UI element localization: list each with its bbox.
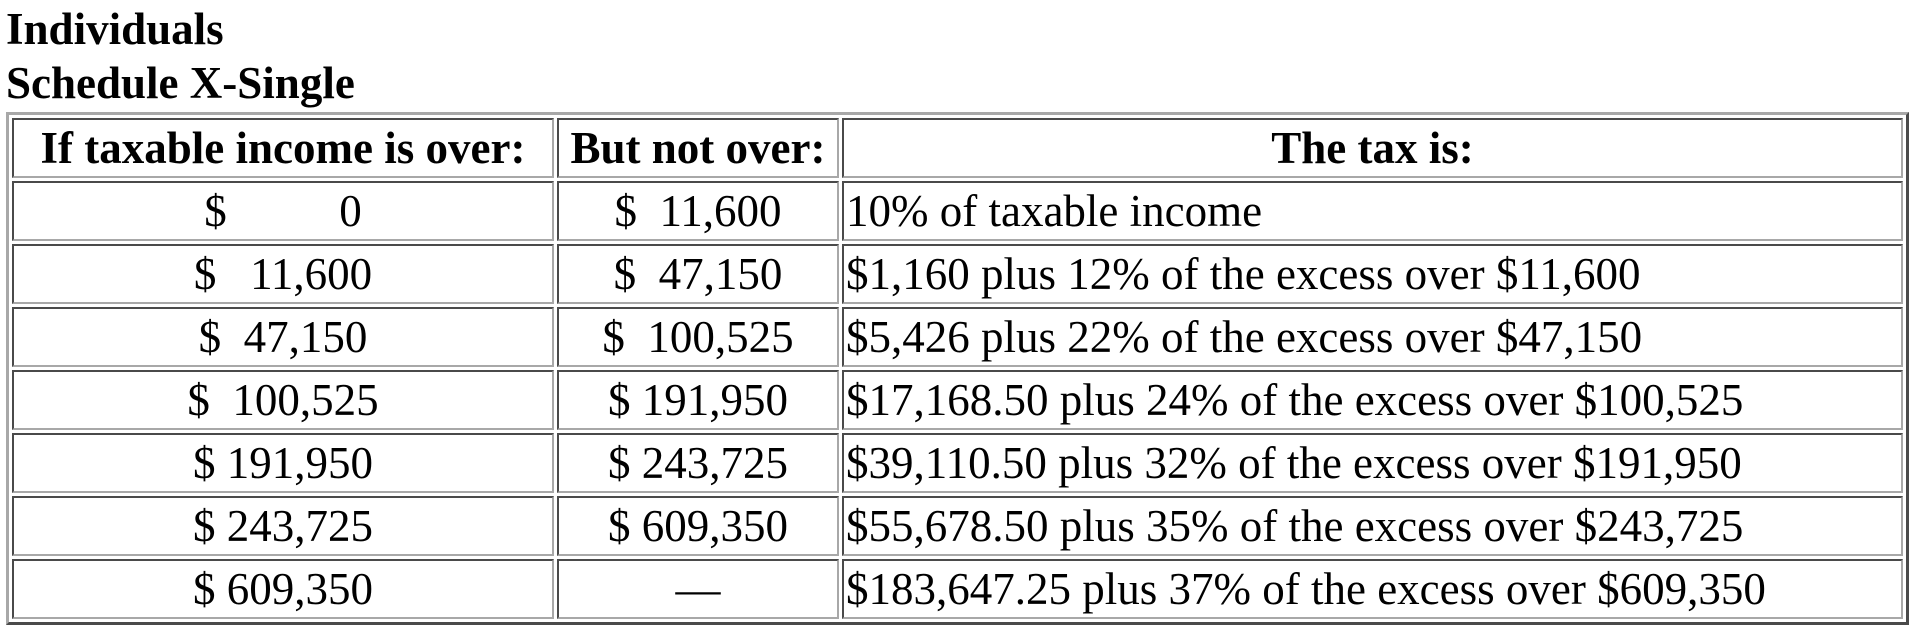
amount: $ 47,150	[613, 249, 783, 299]
amount: $ 47,150	[198, 312, 368, 362]
cell-not-over	[557, 559, 839, 619]
amount: $ 100,525	[187, 375, 379, 425]
cell-income-over	[12, 307, 554, 367]
cell-income-over	[12, 433, 554, 493]
amount: —	[675, 564, 721, 614]
amount: $ 0	[204, 186, 362, 236]
table-row	[12, 307, 1903, 367]
amount: $ 609,350	[193, 564, 373, 614]
table-header-row	[12, 118, 1903, 178]
cell-income-over	[12, 496, 554, 556]
cell-not-over	[557, 496, 839, 556]
heading-schedule: Schedule X-Single	[6, 58, 355, 108]
cell-tax: $39,110.50 plus 32% of the excess over $191,950	[842, 433, 1903, 493]
cell-tax: $1,160 plus 12% of the excess over $11,600	[842, 244, 1903, 304]
header-not-over: But not over:	[557, 118, 839, 178]
cell-not-over	[557, 181, 839, 241]
cell-not-over	[557, 307, 839, 367]
amount: $ 11,600	[614, 186, 782, 236]
tax-schedule-table	[6, 112, 1909, 625]
cell-income-over	[12, 370, 554, 430]
amount: $ 243,725	[193, 501, 373, 551]
cell-tax: $17,168.50 plus 24% of the excess over $100,525	[842, 370, 1903, 430]
table-row	[12, 370, 1903, 430]
cell-income-over	[12, 559, 554, 619]
header-income-over: If taxable income is over:	[12, 118, 554, 178]
cell-tax: $183,647.25 plus 37% of the excess over $609,350	[842, 559, 1903, 619]
cell-not-over	[557, 433, 839, 493]
table-row	[12, 496, 1903, 556]
amount: $ 100,525	[602, 312, 794, 362]
table-row	[12, 433, 1903, 493]
amount: $ 191,950	[193, 438, 373, 488]
cell-income-over	[12, 244, 554, 304]
table-row	[12, 244, 1903, 304]
cell-income-over	[12, 181, 554, 241]
table-row	[12, 559, 1903, 619]
table-row	[12, 181, 1903, 241]
cell-tax: $55,678.50 plus 35% of the excess over $243,725	[842, 496, 1903, 556]
cell-not-over	[557, 370, 839, 430]
heading-individuals: Individuals	[6, 4, 224, 54]
header-tax-is: The tax is:	[842, 118, 1903, 178]
cell-tax: 10% of taxable income	[842, 181, 1903, 241]
cell-not-over	[557, 244, 839, 304]
amount: $ 11,600	[193, 249, 373, 299]
amount: $ 191,950	[608, 375, 788, 425]
cell-tax: $5,426 plus 22% of the excess over $47,150	[842, 307, 1903, 367]
amount: $ 243,725	[608, 438, 788, 488]
amount: $ 609,350	[608, 501, 788, 551]
